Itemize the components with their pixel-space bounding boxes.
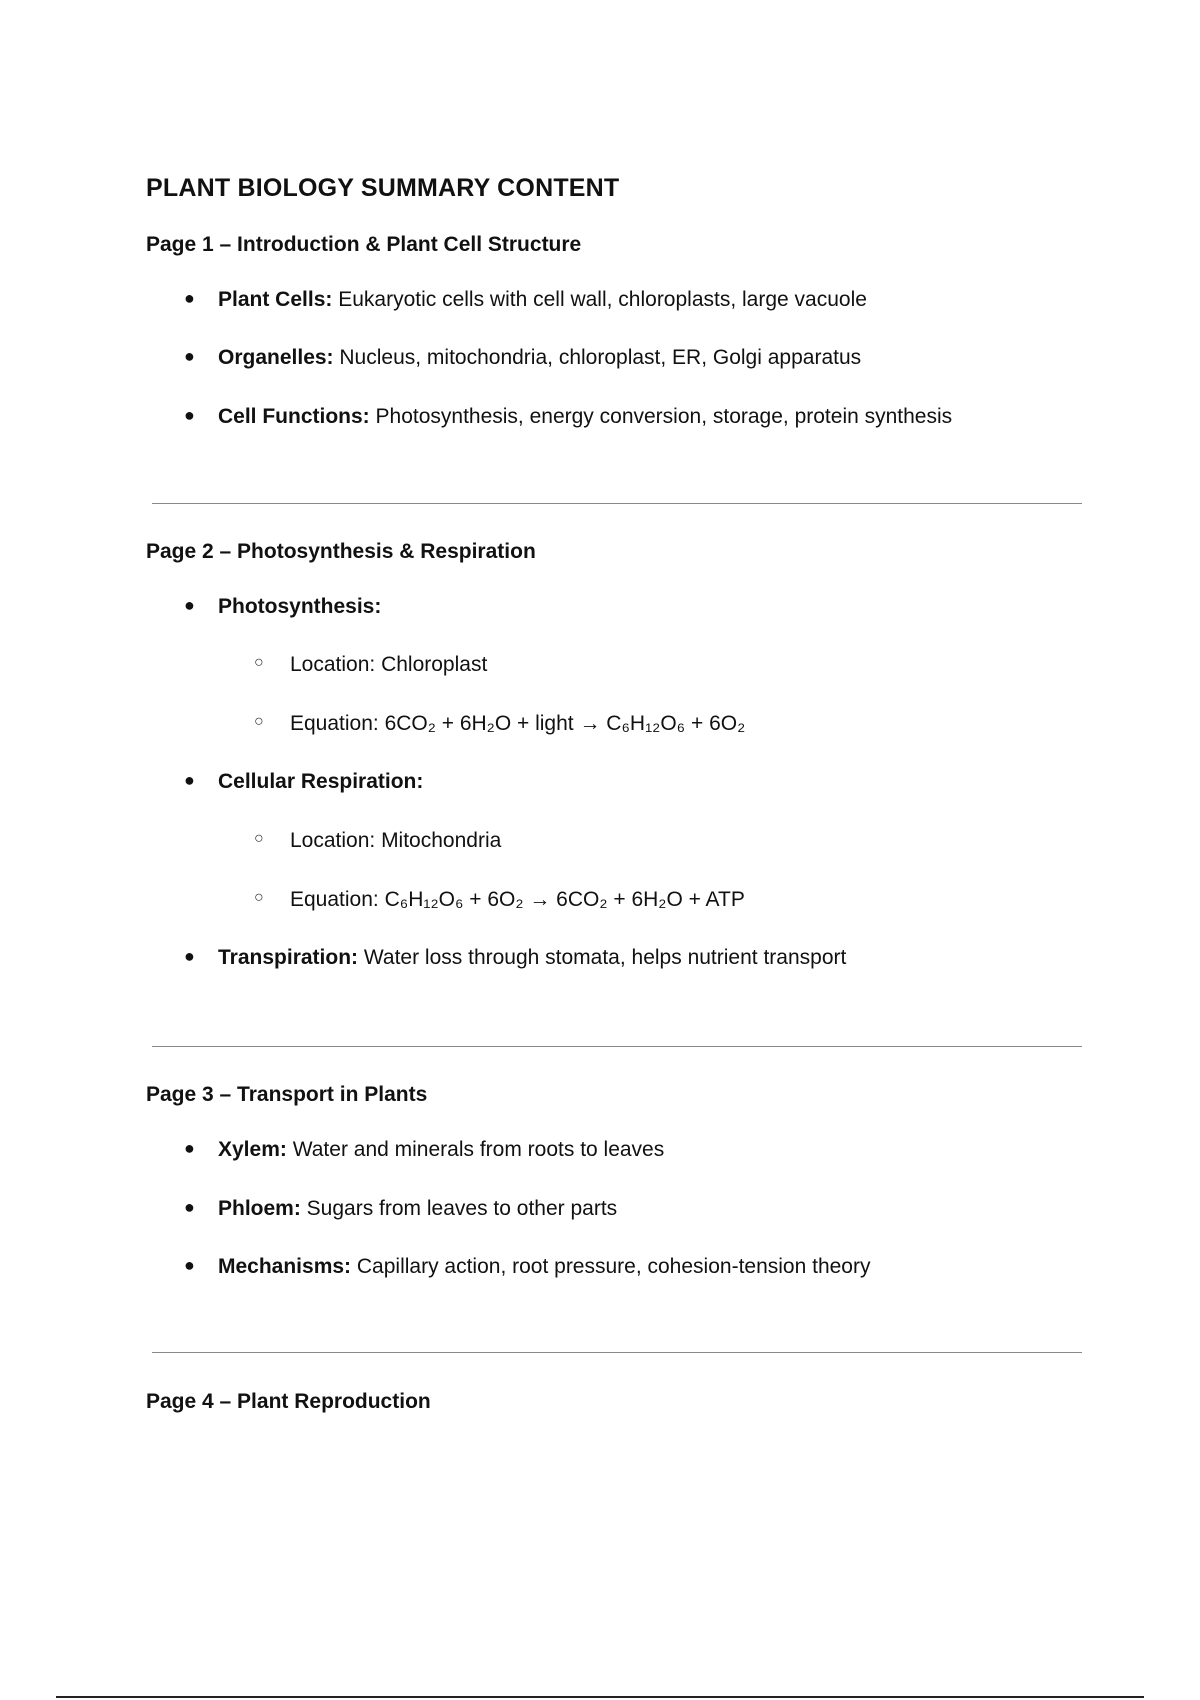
section-heading-page-3: Page 3 – Transport in Plants bbox=[146, 1083, 428, 1106]
item-text: Nucleus, mitochondria, chloroplast, ER, Golgi apparatus bbox=[333, 346, 862, 369]
item-text: Eukaryotic cells with cell wall, chloroplasts, large vacuole bbox=[332, 288, 867, 311]
item-text: Sugars from leaves to other parts bbox=[300, 1197, 618, 1220]
list-item bbox=[184, 770, 424, 794]
item-term: Photosynthesis: bbox=[218, 595, 382, 618]
section-heading-page-1: Page 1 – Introduction & Plant Cell Structure bbox=[146, 233, 582, 256]
bullet-icon: ● bbox=[184, 1138, 195, 1158]
item-term: Xylem: bbox=[218, 1138, 287, 1161]
section-divider bbox=[152, 1352, 1082, 1353]
bullet-icon: ● bbox=[184, 405, 195, 425]
hollow-bullet-icon: ○ bbox=[254, 713, 264, 730]
section-divider bbox=[152, 503, 1082, 504]
bullet-icon: ● bbox=[184, 1197, 195, 1217]
list-item bbox=[184, 1197, 618, 1221]
sub-item-text: Equation: 6CO₂ + 6H₂O + light → C₆H₁₂O₆ + 6O₂ bbox=[290, 712, 746, 735]
sub-list-item bbox=[254, 712, 746, 736]
hollow-bullet-icon: ○ bbox=[254, 654, 264, 671]
sub-item-text: Equation: C₆H₁₂O₆ + 6O₂ → 6CO₂ + 6H₂O + ATP bbox=[290, 888, 745, 911]
item-term: Cellular Respiration: bbox=[218, 770, 424, 793]
sub-item-text: Location: Mitochondria bbox=[290, 829, 502, 852]
list-item bbox=[184, 346, 862, 370]
list-item bbox=[184, 405, 953, 429]
list-item bbox=[184, 946, 847, 970]
bullet-icon: ● bbox=[184, 946, 195, 966]
item-text: Water loss through stomata, helps nutrient transport bbox=[358, 946, 847, 969]
hollow-bullet-icon: ○ bbox=[254, 830, 264, 847]
section-heading-page-2: Page 2 – Photosynthesis & Respiration bbox=[146, 540, 536, 563]
item-term: Transpiration: bbox=[218, 946, 359, 969]
sub-item-text: Location: Chloroplast bbox=[290, 653, 488, 676]
list-item bbox=[184, 595, 382, 619]
item-term: Plant Cells: bbox=[218, 288, 333, 311]
list-item bbox=[184, 288, 867, 312]
bullet-icon: ● bbox=[184, 595, 195, 615]
sub-list-item bbox=[254, 888, 745, 912]
section-divider bbox=[152, 1046, 1082, 1047]
sub-list-item bbox=[254, 653, 488, 677]
page-bottom-edge bbox=[56, 1696, 1144, 1698]
item-term: Mechanisms: bbox=[218, 1255, 352, 1278]
bullet-icon: ● bbox=[184, 288, 195, 308]
item-term: Phloem: bbox=[218, 1197, 301, 1220]
section-heading-page-4: Page 4 – Plant Reproduction bbox=[146, 1390, 431, 1413]
hollow-bullet-icon: ○ bbox=[254, 889, 264, 906]
document-title: PLANT BIOLOGY SUMMARY CONTENT bbox=[146, 174, 620, 202]
bullet-icon: ● bbox=[184, 1255, 195, 1275]
item-term: Cell Functions: bbox=[218, 405, 370, 428]
sub-list-item bbox=[254, 829, 502, 853]
list-item bbox=[184, 1138, 665, 1162]
item-text: Photosynthesis, energy conversion, storage, protein synthesis bbox=[369, 405, 953, 428]
item-text: Capillary action, root pressure, cohesion-tension theory bbox=[351, 1255, 871, 1278]
item-text: Water and minerals from roots to leaves bbox=[286, 1138, 665, 1161]
bullet-icon: ● bbox=[184, 346, 195, 366]
item-term: Organelles: bbox=[218, 346, 334, 369]
list-item bbox=[184, 1255, 871, 1279]
bullet-icon: ● bbox=[184, 770, 195, 790]
